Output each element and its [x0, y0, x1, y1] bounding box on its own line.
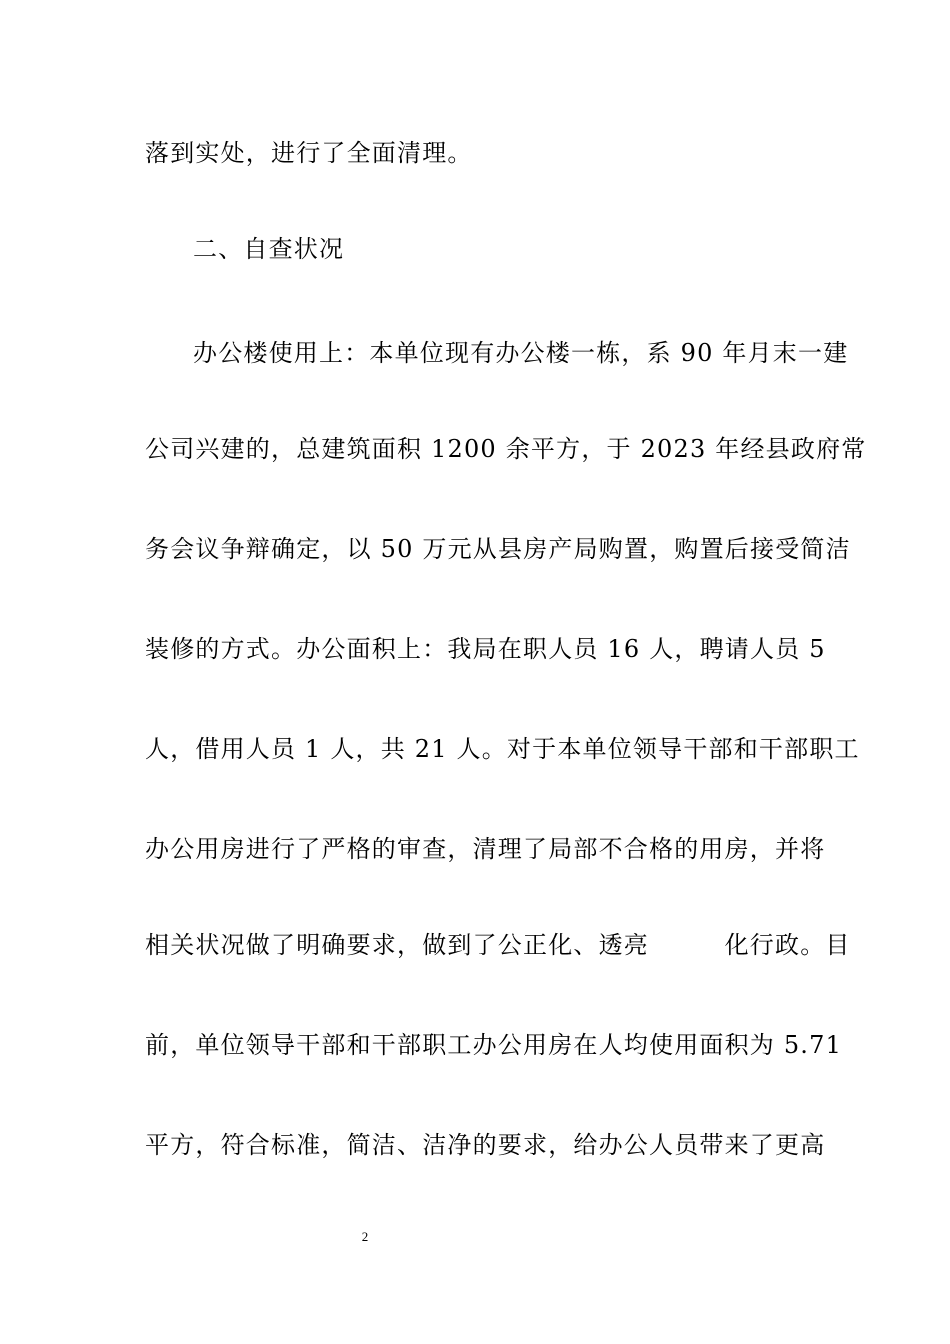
paragraph-line: 落到实处，进行了全面清理。 — [145, 139, 473, 167]
paragraph-line: 人，借用人员 1 人，共 21 人。对于本单位领导干部和干部职工 — [145, 735, 860, 763]
page-number: 2 — [361, 1229, 369, 1244]
paragraph-line: 前，单位领导干部和干部职工办公用房在人均使用面积为 5.71 — [145, 1031, 843, 1059]
paragraph-line: 平方，符合标准，简洁、洁净的要求，给办公人员带来了更高 — [145, 1131, 826, 1159]
paragraph-line: 装修的方式。办公面积上：我局在职人员 16 人，聘请人员 5 — [145, 635, 826, 663]
paragraph-line: 办公用房进行了严格的审查，清理了局部不合格的用房，并将 — [145, 835, 826, 863]
paragraph-line: 公司兴建的，总建筑面积 1200 余平方，于 2023 年经县政府常 — [145, 435, 867, 463]
paragraph-line: 相关状况做了明确要求，做到了公正化、透亮 化行政。目 — [145, 931, 851, 959]
section-heading: 二、自查状况 — [193, 235, 345, 263]
paragraph-line: 务会议争辩确定，以 50 万元从县房产局购置，购置后接受简洁 — [145, 535, 851, 563]
paragraph-line: 办公楼使用上：本单位现有办公楼一栋，系 90 年月末一建 — [193, 339, 849, 367]
